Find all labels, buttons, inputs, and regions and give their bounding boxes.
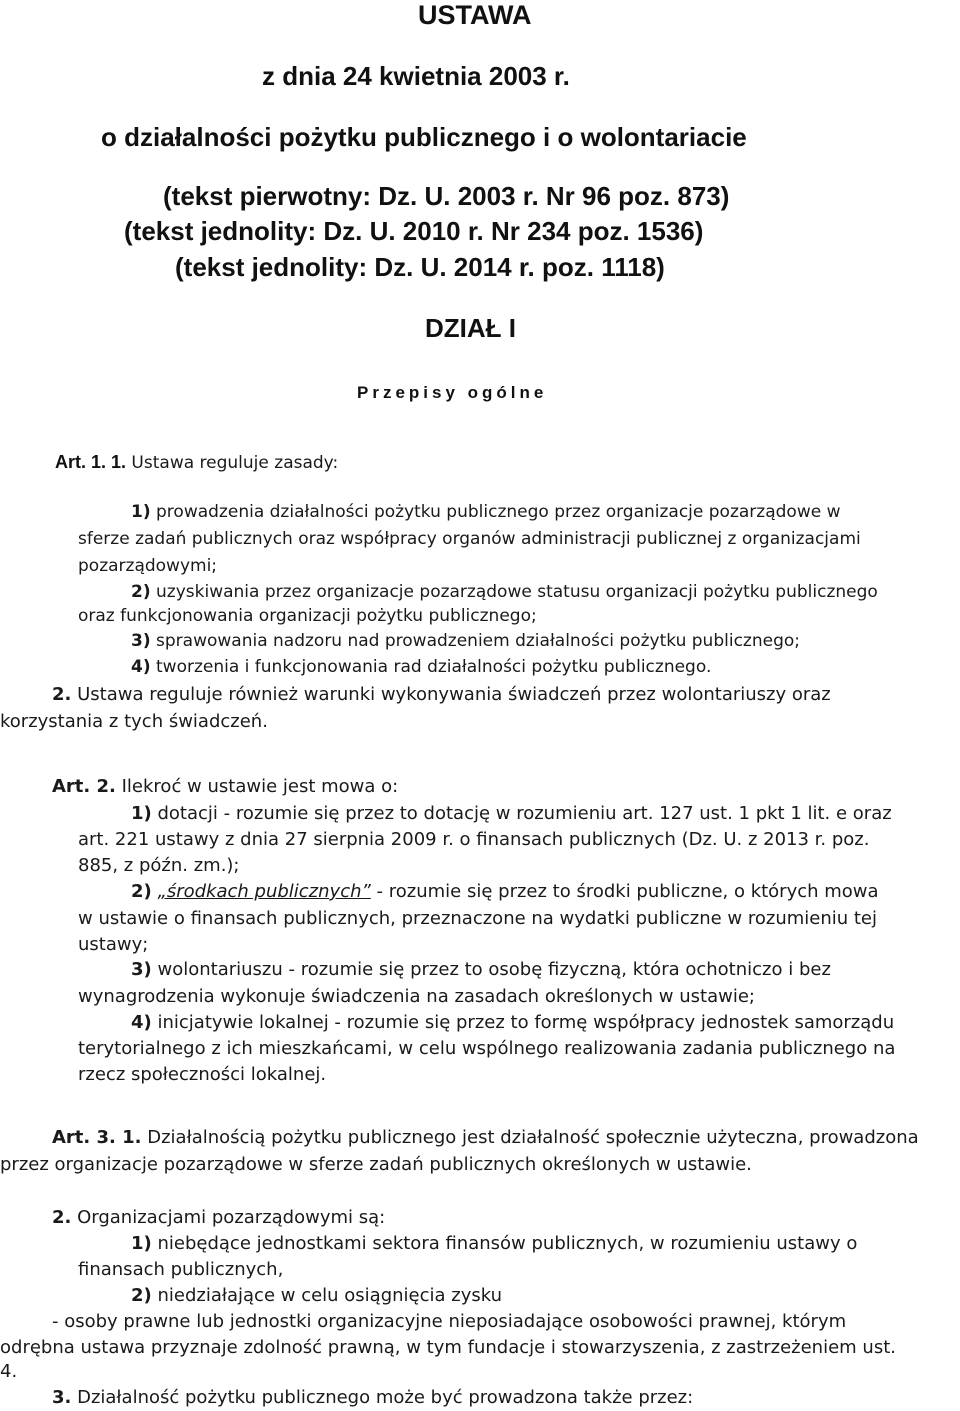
art3-point-2-number: 2) bbox=[131, 1285, 152, 1306]
art3-dash-line-3: 4. bbox=[0, 1361, 18, 1382]
art1-point-2-line-1 bbox=[131, 582, 878, 602]
art2-point-1-line-3: 885, z późn. zm.); bbox=[78, 855, 240, 876]
art3-section-1-line-2: przez organizacje pozarządowe w sferze zadań publicznych określonych w ustawie. bbox=[0, 1154, 752, 1175]
art1-point-4-text-a: tworzenia i funkcjonowania rad działalności pożytku publicznego. bbox=[150, 657, 712, 677]
art3-point-1-text-a: niebędące jednostkami sektora finansów publicznych, w rozumieniu ustawy o bbox=[151, 1233, 858, 1254]
art3-number: Art. 3. 1. bbox=[52, 1127, 142, 1148]
art2-point-2-line-2: w ustawie o finansach publicznych, przeznaczone na wydatki publiczne w rozumieniu tej bbox=[78, 908, 878, 929]
art2-point-1-line-2: art. 221 ustawy z dnia 27 sierpnia 2009 r. o finansach publicznych (Dz. U. z 2013 r. poz. bbox=[78, 829, 870, 850]
art1-point-3-text-a: sprawowania nadzoru nad prowadzeniem działalności pożytku publicznego; bbox=[150, 631, 800, 651]
art2-point-4-number: 4) bbox=[131, 1012, 152, 1033]
source-line-2: (tekst jednolity: Dz. U. 2010 r. Nr 234 poz. 1536) bbox=[124, 216, 704, 246]
source-line-1: (tekst pierwotny: Dz. U. 2003 r. Nr 96 poz. 873) bbox=[163, 181, 730, 211]
art2-number: Art. 2. bbox=[52, 776, 116, 797]
art1-heading bbox=[55, 452, 338, 473]
art1-point-4-line-1 bbox=[131, 657, 711, 677]
art1-point-1-text-a: prowadzenia działalności pożytku publicznego przez organizacje pozarządowe w bbox=[150, 502, 841, 522]
art3-point-1-number: 1) bbox=[131, 1233, 152, 1254]
art1-intro: Ustawa reguluje zasady: bbox=[126, 453, 339, 473]
art3-point-1-line-2: finansach publicznych, bbox=[78, 1259, 284, 1280]
art2-point-3-line-1 bbox=[131, 959, 831, 980]
art1-section-2-line-2: korzystania z tych świadczeń. bbox=[0, 711, 268, 732]
art1-point-1-number: 1) bbox=[131, 502, 151, 522]
division-heading: DZIAŁ I bbox=[425, 313, 516, 343]
art2-point-3-number: 3) bbox=[131, 959, 152, 980]
art1-section-2-line-1 bbox=[52, 684, 831, 705]
art3-dash-line-1: - osoby prawne lub jednostki organizacyjne nieposiadające osobowości prawnej, którym bbox=[52, 1311, 847, 1332]
art3-section-2-line-1 bbox=[52, 1207, 385, 1228]
art2-point-3-text-a: wolontariuszu - rozumie się przez to osobę fizyczną, która ochotniczo i bez bbox=[151, 959, 831, 980]
art1-number: Art. 1. 1. bbox=[55, 452, 127, 472]
art3-heading-line-1 bbox=[52, 1127, 919, 1148]
act-date: z dnia 24 kwietnia 2003 r. bbox=[262, 61, 570, 91]
art1-point-2-text-a: uzyskiwania przez organizacje pozarządowe statusu organizacji pożytku publicznego bbox=[150, 582, 878, 602]
art2-point-2-line-3: ustawy; bbox=[78, 934, 149, 955]
art3-dash-line-2: odrębna ustawa przyznaje zdolność prawną, w tym fundacje i stowarzyszenia, z zastrzeżeniem ust. bbox=[0, 1337, 896, 1358]
art3-point-2-line-1 bbox=[131, 1285, 502, 1306]
art3-section-3-number: 3. bbox=[52, 1387, 72, 1408]
art1-point-2-line-2: oraz funkcjonowania organizacji pożytku publicznego; bbox=[78, 606, 537, 626]
art3-point-2-text-a: niedziałające w celu osiągnięcia zysku bbox=[151, 1285, 503, 1306]
art1-point-3-line-1 bbox=[131, 631, 800, 651]
art1-point-1-line-3: pozarządowymi; bbox=[78, 556, 218, 576]
art1-point-2-number: 2) bbox=[131, 582, 151, 602]
art2-point-2-term: „środkach publicznych” bbox=[157, 881, 371, 902]
art1-point-1-line-2: sferze zadań publicznych oraz współpracy organów administracji publicznej z organizacjami bbox=[78, 529, 861, 549]
art2-point-2-number: 2) bbox=[131, 881, 152, 902]
art2-point-4-line-1 bbox=[131, 1012, 894, 1033]
art2-point-1-text-a: dotacji - rozumie się przez to dotację w rozumieniu art. 127 ust. 1 pkt 1 lit. e oraz bbox=[151, 803, 892, 824]
art2-point-2-line-1 bbox=[131, 881, 879, 902]
art2-point-1-number: 1) bbox=[131, 803, 152, 824]
art2-heading bbox=[52, 776, 398, 797]
art1-section-2-text-a: Ustawa reguluje również warunki wykonywania świadczeń przez wolontariuszy oraz bbox=[71, 684, 831, 705]
art2-point-2-text-a: - rozumie się przez to środki publiczne, o których mowa bbox=[370, 881, 879, 902]
source-line-3: (tekst jednolity: Dz. U. 2014 r. poz. 1118) bbox=[175, 252, 665, 282]
act-subject: o działalności pożytku publicznego i o wolontariacie bbox=[101, 122, 747, 152]
art3-section-2-number: 2. bbox=[52, 1207, 72, 1228]
art3-section-3-text-a: Działalność pożytku publicznego może być prowadzona także przez: bbox=[71, 1387, 694, 1408]
art1-point-3-number: 3) bbox=[131, 631, 151, 651]
act-title: USTAWA bbox=[418, 0, 532, 30]
art2-point-4-text-a: inicjatywie lokalnej - rozumie się przez to formę współpracy jednostek samorządu bbox=[151, 1012, 895, 1033]
art2-point-1-line-1 bbox=[131, 803, 892, 824]
art2-point-3-line-2: wynagrodzenia wykonuje świadczenia na zasadach określonych w ustawie; bbox=[78, 986, 755, 1007]
art2-point-4-line-2: terytorialnego z ich mieszkańcami, w celu wspólnego realizowania zadania publicznego na bbox=[78, 1038, 896, 1059]
art1-point-1-line-1 bbox=[131, 502, 841, 522]
division-title: Przepisy ogólne bbox=[357, 383, 548, 402]
art1-point-4-number: 4) bbox=[131, 657, 151, 677]
art2-point-4-line-3: rzecz społeczności lokalnej. bbox=[78, 1064, 327, 1085]
art3-section-1-text-a: Działalnością pożytku publicznego jest działalność społecznie użyteczna, prowadzona bbox=[141, 1127, 919, 1148]
art3-point-1-line-1 bbox=[131, 1233, 857, 1254]
art2-intro: Ilekroć w ustawie jest mowa o: bbox=[115, 776, 399, 797]
art3-section-2-text-a: Organizacjami pozarządowymi są: bbox=[71, 1207, 386, 1228]
art1-section-2-number: 2. bbox=[52, 684, 72, 705]
art3-section-3-line-1 bbox=[52, 1387, 693, 1408]
